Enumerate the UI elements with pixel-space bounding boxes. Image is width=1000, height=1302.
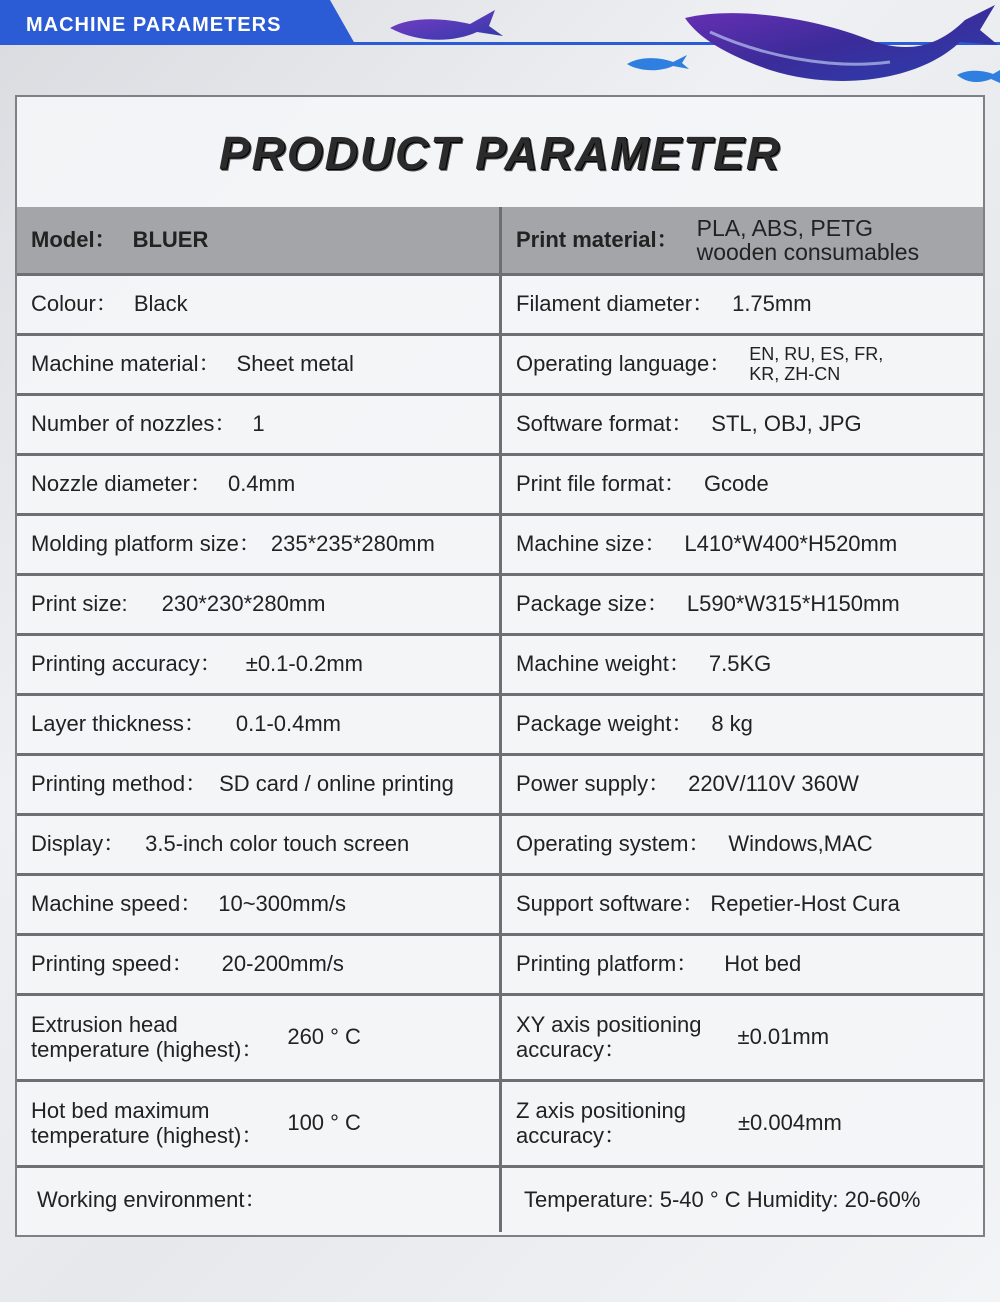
param-label: Machine weight：	[516, 651, 691, 677]
whale-icon-tiny	[625, 52, 690, 74]
param-value: 3.5-inch color touch screen	[145, 831, 410, 857]
param-label: Printing speed：	[31, 951, 194, 977]
param-value: 260 ° C	[287, 1024, 361, 1050]
param-value: 1.75mm	[732, 291, 812, 317]
table-row	[17, 456, 983, 516]
row-left-cell	[17, 996, 502, 1079]
param-value: STL, OBJ, JPG	[711, 411, 862, 437]
param-label: Machine speed：	[31, 891, 203, 917]
table-row	[17, 276, 983, 336]
param-value: 7.5KG	[708, 651, 772, 677]
row-left-cell	[17, 576, 502, 633]
param-label: Working environment：	[37, 1186, 267, 1212]
param-label: Package weight：	[516, 711, 694, 737]
table-row	[17, 516, 983, 576]
param-label: XY axis positioning accuracy：	[516, 1012, 702, 1062]
row-right-cell	[502, 756, 983, 813]
row-right-cell	[502, 516, 983, 573]
param-value: 20-200mm/s	[221, 951, 344, 977]
param-label: Colour：	[31, 291, 118, 317]
param-label: Model：	[31, 226, 117, 252]
param-label: Print file format：	[516, 471, 686, 497]
param-value: Black	[133, 291, 188, 317]
param-value: 10~300mm/s	[218, 891, 347, 917]
row-left-cell	[17, 696, 502, 753]
table-row	[17, 936, 983, 996]
param-label: Hot bed maximum temperature (highest)：	[31, 1098, 264, 1148]
row-right-cell	[502, 1082, 983, 1165]
param-value: Temperature: 5-40 ° C Humidity: 20-60%	[524, 1186, 921, 1212]
row-right-cell	[502, 1168, 983, 1232]
row-right-cell	[502, 207, 983, 273]
param-value: EN, RU, ES, FR, KR, ZH-CN	[749, 343, 884, 384]
table-row	[17, 1168, 983, 1232]
param-label: Machine material：	[31, 351, 221, 377]
param-label: Software format：	[516, 411, 694, 437]
row-right-cell	[502, 396, 983, 453]
param-value: 0.1-0.4mm	[235, 711, 342, 737]
row-left-cell	[17, 276, 502, 333]
param-value: ±0.004mm	[737, 1110, 842, 1136]
table-row	[17, 876, 983, 936]
whale-icon-edge	[955, 65, 1000, 87]
table-row	[17, 396, 983, 456]
param-label: Z axis positioning accuracy：	[516, 1098, 686, 1148]
param-value: 100 ° C	[287, 1110, 361, 1136]
row-left-cell	[17, 816, 502, 873]
row-left-cell	[17, 1168, 502, 1232]
param-value: Gcode	[703, 471, 769, 497]
row-left-cell	[17, 756, 502, 813]
row-right-cell	[502, 696, 983, 753]
row-left-cell	[17, 336, 502, 393]
row-left-cell	[17, 456, 502, 513]
param-label: Package size：	[516, 591, 669, 617]
param-label: Machine size：	[516, 531, 667, 557]
whale-icon-large	[680, 0, 1000, 95]
param-label: Printing method：	[31, 771, 208, 797]
banner-title: MACHINE PARAMETERS	[26, 14, 282, 36]
param-value: BLUER	[132, 226, 209, 252]
row-right-cell	[502, 276, 983, 333]
param-value: 0.4mm	[227, 471, 296, 497]
row-left-cell	[17, 207, 502, 273]
row-right-cell	[502, 996, 983, 1079]
param-value: Windows,MAC	[728, 831, 873, 857]
param-label: Power supply：	[516, 771, 671, 797]
table-row	[17, 207, 983, 276]
param-label: Extrusion head temperature (highest)：	[31, 1012, 264, 1062]
row-right-cell	[502, 456, 983, 513]
param-value: PLA, ABS, PETG wooden consumables	[696, 214, 920, 265]
param-label: Molding platform size：	[31, 531, 261, 557]
param-value: L590*W315*H150mm	[686, 591, 900, 617]
param-label: Filament diameter：	[516, 291, 715, 317]
param-label: Display：	[31, 831, 126, 857]
param-label: Layer thickness：	[31, 711, 206, 737]
param-value: Hot bed	[724, 951, 802, 977]
table-row	[17, 1082, 983, 1168]
table-row	[17, 636, 983, 696]
row-right-cell	[502, 636, 983, 693]
row-right-cell	[502, 576, 983, 633]
parameter-table	[17, 207, 983, 1232]
card-title: PRODUCT PARAMETER	[218, 127, 782, 179]
param-label: Print size:	[31, 591, 128, 617]
row-left-cell	[17, 936, 502, 993]
param-value: 8 kg	[711, 711, 753, 737]
row-right-cell	[502, 936, 983, 993]
table-row	[17, 576, 983, 636]
param-label: Support software：	[516, 891, 705, 917]
param-value: L410*W400*H520mm	[684, 531, 898, 557]
row-right-cell	[502, 816, 983, 873]
table-row	[17, 696, 983, 756]
table-row	[17, 816, 983, 876]
param-value: ±0.1-0.2mm	[245, 651, 363, 677]
row-left-cell	[17, 396, 502, 453]
parameter-card	[15, 95, 985, 1237]
param-label: Printing platform：	[516, 951, 699, 977]
param-value: Repetier-Host Cura	[710, 891, 900, 917]
row-right-cell	[502, 336, 983, 393]
param-value: 235*235*280mm	[270, 531, 435, 557]
table-row	[17, 756, 983, 816]
row-left-cell	[17, 876, 502, 933]
param-label: Print material：	[516, 226, 679, 252]
param-value: 1	[252, 411, 265, 437]
row-left-cell	[17, 1082, 502, 1165]
param-value: SD card / online printing	[219, 771, 454, 797]
table-row	[17, 996, 983, 1082]
whale-icon-small	[385, 6, 505, 51]
param-label: Number of nozzles：	[31, 411, 237, 437]
param-value: 230*230*280mm	[161, 591, 326, 617]
param-label: Nozzle diameter：	[31, 471, 212, 497]
param-value: Sheet metal	[236, 351, 354, 377]
param-label: Operating language：	[516, 351, 732, 377]
param-label: Operating system：	[516, 831, 711, 857]
param-value: ±0.01mm	[737, 1024, 830, 1050]
param-label: Printing accuracy：	[31, 651, 222, 677]
row-left-cell	[17, 636, 502, 693]
table-row	[17, 336, 983, 396]
row-right-cell	[502, 876, 983, 933]
param-value: 220V/110V 360W	[688, 771, 859, 797]
row-left-cell	[17, 516, 502, 573]
